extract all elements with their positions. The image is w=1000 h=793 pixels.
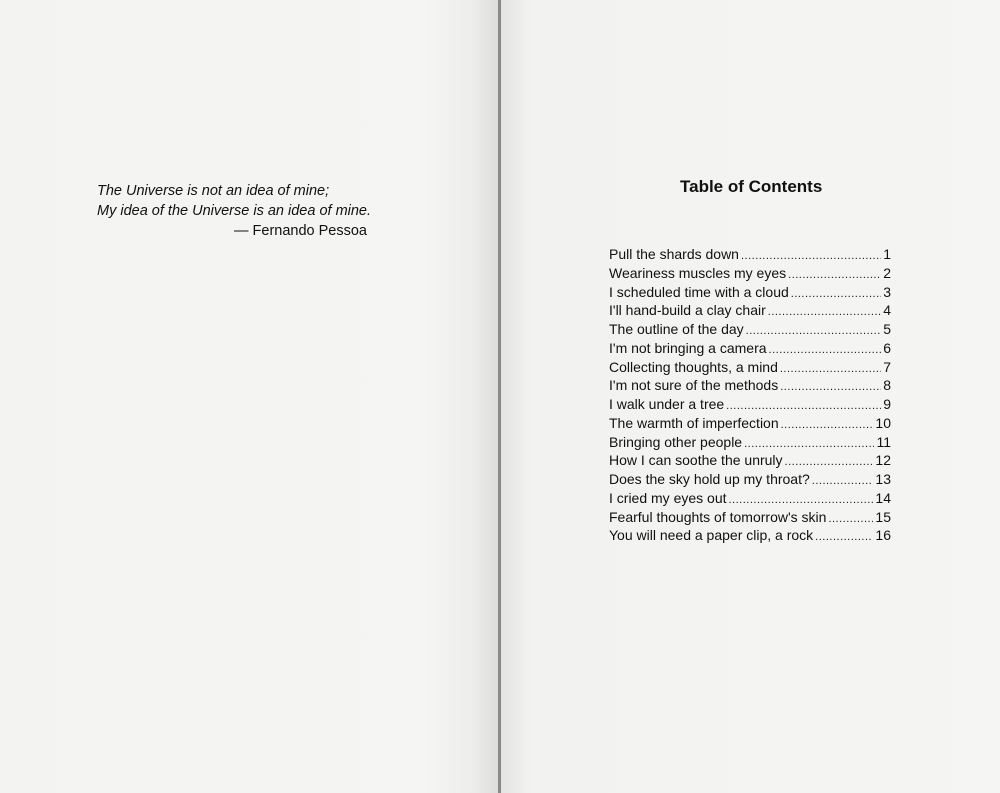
toc-entry	[609, 471, 891, 490]
toc-entry	[609, 434, 891, 453]
toc-entry-title: Weariness muscles my eyes	[609, 264, 787, 281]
toc-entry-title: Bringing other people	[609, 433, 743, 450]
toc-entry	[609, 340, 891, 359]
toc-entry-title: I'm not bringing a camera	[609, 339, 767, 356]
toc-entry-title: The warmth of imperfection	[609, 414, 779, 431]
left-page	[0, 0, 499, 793]
toc-entry-title: You will need a paper clip, a rock	[609, 527, 814, 544]
toc-leader-dots	[744, 438, 874, 450]
toc-entry	[609, 265, 891, 284]
epigraph-line-2: My idea of the Universe is an idea of mine.	[97, 203, 372, 219]
toc-entry-title: Collecting thoughts, a mind	[609, 358, 778, 375]
toc-entry-title: I'll hand-build a clay chair	[609, 302, 766, 319]
toc-entry-page: 4	[883, 302, 891, 319]
toc-entry	[609, 490, 891, 509]
toc-leader-dots	[769, 344, 882, 356]
toc-entry-page: 5	[883, 321, 891, 337]
toc-entry	[609, 509, 891, 528]
toc-entry	[609, 359, 891, 378]
toc-entry-page: 9	[883, 396, 891, 412]
toc-entry	[609, 527, 891, 546]
table-of-contents	[609, 246, 891, 546]
toc-leader-dots	[781, 419, 874, 431]
toc-entry	[609, 284, 891, 303]
toc-entry-page: 1	[883, 246, 891, 262]
toc-entry	[609, 415, 891, 434]
toc-entry-title: I'm not sure of the methods	[609, 377, 779, 394]
toc-leader-dots	[780, 381, 881, 393]
toc-entry-title: Pull the shards down	[609, 246, 739, 262]
toc-entry-page: 12	[875, 452, 891, 469]
toc-leader-dots	[785, 456, 874, 468]
gutter-shadow	[470, 0, 498, 793]
toc-entry-page: 16	[875, 527, 891, 544]
toc-entry-page: 3	[883, 283, 891, 300]
toc-entry-title: How I can soothe the unruly	[609, 452, 783, 469]
toc-entry-title: The outline of the day	[609, 321, 744, 337]
toc-leader-dots	[729, 494, 874, 506]
toc-leader-dots	[812, 475, 874, 487]
toc-leader-dots	[746, 325, 882, 337]
toc-entry-page: 8	[883, 377, 891, 394]
toc-entry	[609, 246, 891, 265]
toc-leader-dots	[788, 269, 881, 281]
toc-leader-dots	[726, 400, 881, 412]
toc-leader-dots	[768, 306, 881, 318]
toc-entry-page: 11	[876, 433, 891, 450]
epigraph-line-1: The Universe is not an idea of mine;	[97, 183, 330, 199]
toc-entry-page: 6	[883, 339, 891, 356]
toc-entry	[609, 377, 891, 396]
toc-entry-page: 15	[875, 508, 891, 525]
toc-entry	[609, 302, 891, 321]
toc-entry-title: Does the sky hold up my throat?	[609, 471, 810, 487]
toc-title: Table of Contents	[680, 177, 823, 196]
toc-entry-page: 7	[883, 358, 891, 375]
toc-entry	[609, 396, 891, 415]
toc-entry-title: I walk under a tree	[609, 396, 725, 412]
toc-leader-dots	[828, 513, 873, 525]
toc-entry-title: I cried my eyes out	[609, 489, 727, 506]
toc-entry-page: 13	[875, 471, 891, 487]
toc-leader-dots	[815, 531, 873, 543]
toc-leader-dots	[780, 363, 881, 375]
toc-entry-title: Fearful thoughts of tomorrow's skin	[609, 508, 827, 525]
toc-entry-title: I scheduled time with a cloud	[609, 283, 789, 300]
epigraph	[97, 181, 397, 241]
toc-leader-dots	[791, 288, 881, 300]
toc-entry-page: 14	[875, 489, 891, 506]
toc-entry-page: 2	[883, 264, 891, 281]
toc-entry	[609, 321, 891, 340]
toc-entry-page: 10	[875, 414, 891, 431]
toc-entry	[609, 452, 891, 471]
toc-leader-dots	[741, 250, 881, 262]
epigraph-attribution: — Fernando Pessoa	[234, 223, 367, 239]
